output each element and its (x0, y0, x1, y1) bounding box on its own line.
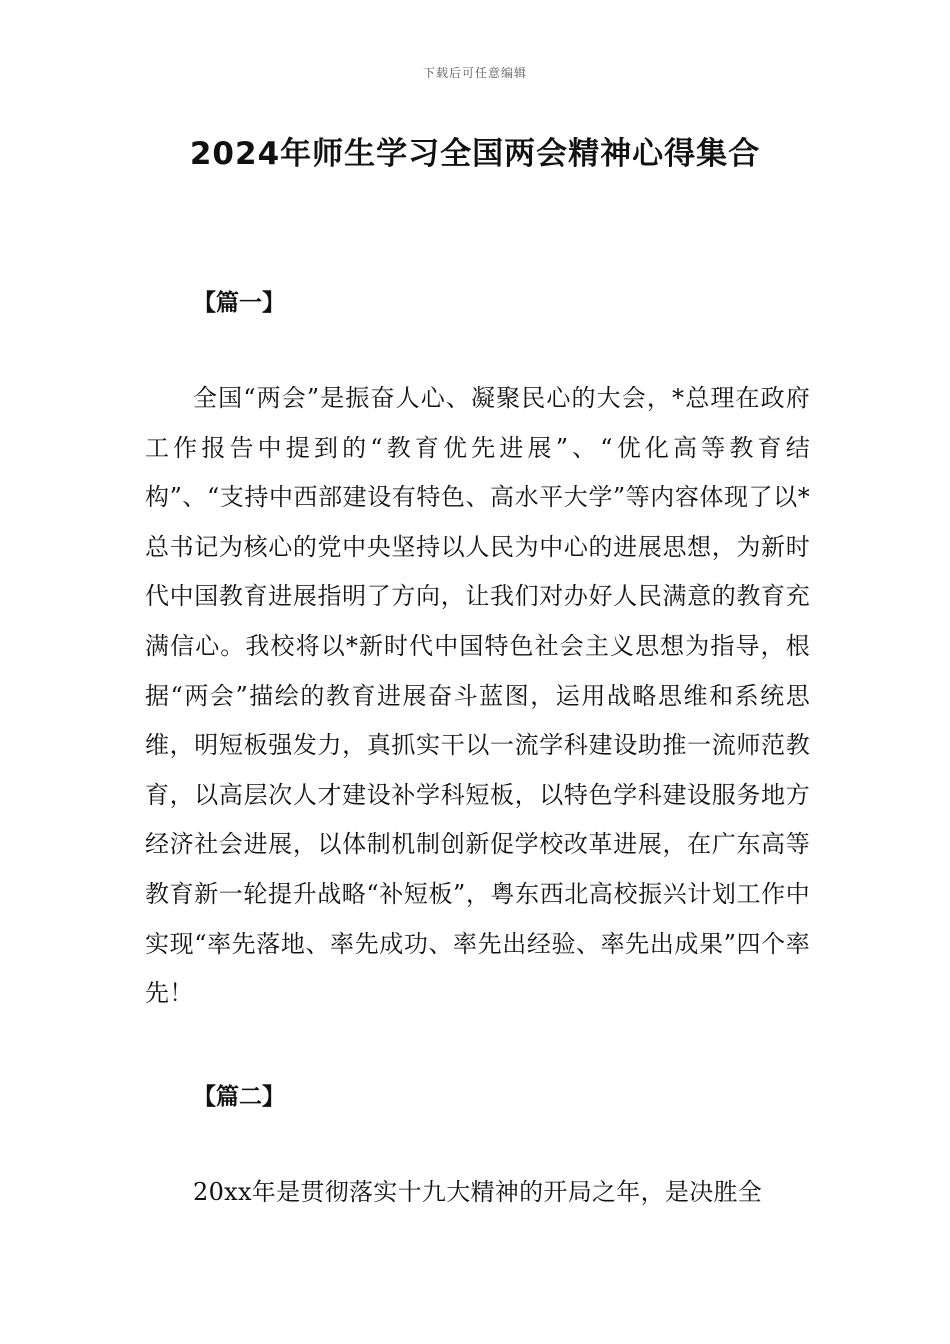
document-title: 2024年师生学习全国两会精神心得集合 (189, 136, 761, 172)
section-paragraph-2: 20xx年是贯彻落实十九大精神的开局之年，是决胜全 (193, 1178, 763, 1206)
section-paragraph-1: 全国“两会”是振奋人心、凝聚民心的大会，*总理在政府工作报告中提到的“教育优先进展”、“优化高等教育结构”、“支持中西部建设有特色、高水平大学”等内容体现了以*总书记为核心的党中央坚持以人民为中心的进展思想，为新时代中国教育进展指明了方向，让我们对办好人民满意的教育充满信心。我校将以*新时代中国特色社会主义思想为指导，根据“两会”描绘的教育进展奋斗蓝图，运用战略思维和系统思维，明短板强发力，真抓实干以一流学科建设助推一流师范教育，以高层次人才建设补学科短板，以特色学科建设服务地方经济社会进展，以体制机制创新促学校改革进展，在广东高等教育新一轮提升战略“补短板”，粤东西北高校振兴计划工作中实现“率先落地、率先成功、率先出经验、率先出成果”四个率先！ (145, 384, 810, 1008)
section-heading-1: 【篇一】 (193, 289, 285, 316)
section-heading-2: 【篇二】 (193, 1083, 285, 1110)
header-note: 下载后可任意编辑 (422, 66, 527, 80)
